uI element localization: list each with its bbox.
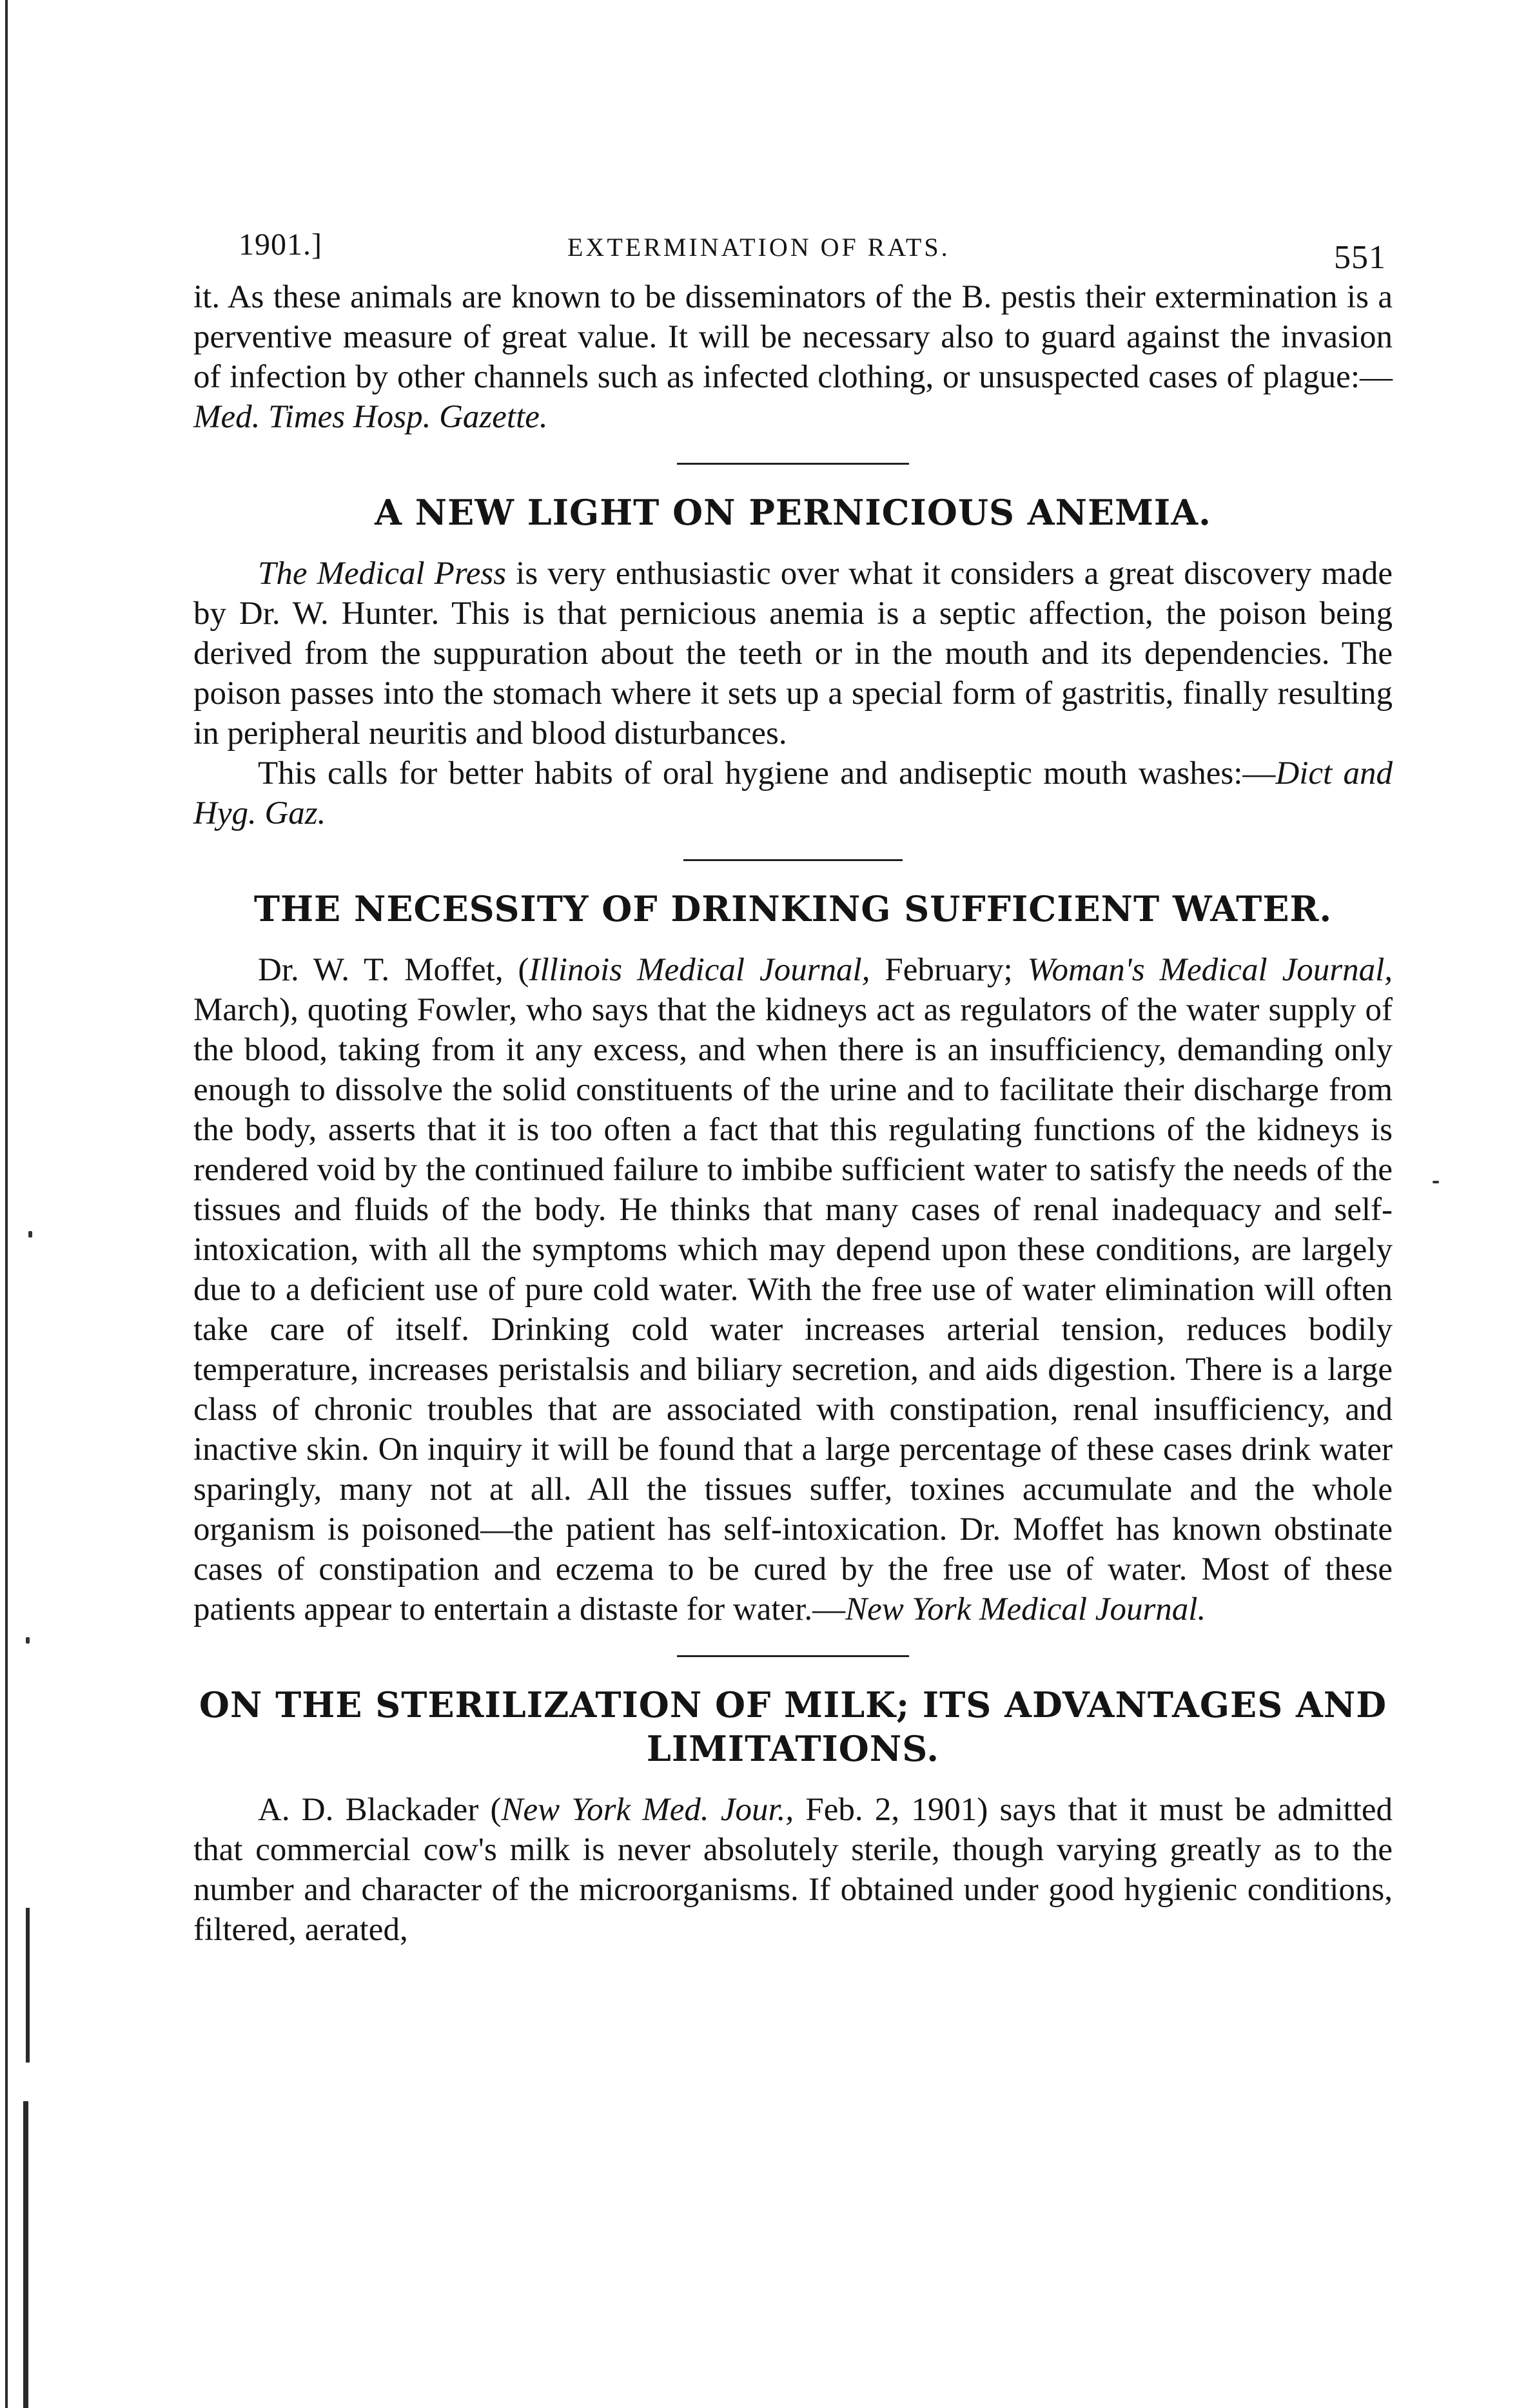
text-run: Feb. 2, 1901) says that it must be admitted that commercial cow's milk is never absolutely sterile, though varying greatly as to the number and character of the microorganisms. If obtained under good hygienic conditions, filtered, aerated, (193, 1792, 1393, 1948)
text-run: it. As these animals are known to be disseminators of the B. pestis their extermination is a perventive measure of great value. It will be necessary also to guard against the invasion of infection by other channels such as infected clothing, or unsuspected cases of plague:— (193, 279, 1393, 395)
citation: New York Med. Jour., (501, 1792, 794, 1828)
paragraph (193, 554, 1393, 753)
citation: Dict and Hyg. Gaz. (193, 755, 1393, 831)
citation: Illinois Medical Journal, (529, 952, 870, 988)
article-sterilization-milk (193, 1683, 1393, 1950)
margin-mark (26, 1637, 30, 1644)
page-edge-rule-bottom (23, 2101, 28, 2408)
paragraph (193, 753, 1393, 833)
paragraph (193, 950, 1393, 1629)
page-edge-rule-lower (26, 1908, 30, 2063)
text-run: February; (870, 952, 1028, 988)
article-heading: ON THE STERILIZATION OF MILK; ITS ADVANTAGES AND LIMITATIONS. (199, 1684, 1387, 1769)
article-heading: A NEW LIGHT ON PERNICIOUS ANEMIA. (375, 492, 1211, 533)
article-pernicious-anemia (193, 490, 1393, 833)
section-divider (677, 1655, 909, 1657)
margin-mark (1433, 1181, 1439, 1183)
margin-mark (28, 1231, 32, 1238)
citation: Med. Times Hosp. Gazette. (193, 399, 548, 435)
citation: The Medical Press (258, 556, 507, 592)
page-content (193, 219, 1393, 1950)
page-number: 551 (1334, 239, 1386, 276)
section-divider (683, 859, 903, 861)
article-heading: THE NECESSITY OF DRINKING SUFFICIENT WATER. (253, 888, 1333, 929)
running-head-title: EXTERMINATION OF RATS. (567, 233, 950, 262)
text-run: This calls for better habits of oral hygiene and andiseptic mouth washes:— (258, 755, 1276, 791)
text-run: March), quoting Fowler, who says that the kidneys act as regulators of the water supply of the blood, taking from it any excess, and when there is an insufficiency, demanding only enough to dissolve the solid constituents of the urine and to facilitate their discharge from the body, asserts that it is too often a fact that this regulating functions of the kidneys is rendered void by the continued failure to imbibe sufficient water to satisfy the needs of the tissues and fluids of the body. He thinks that many cases of renal inadequacy and self-intoxication, with all the symptoms which may depend upon these conditions, are largely due to a deficient use of pure cold water. With the free use of water elimination will often take care of itself. Drinking cold water increases arterial tension, reduces bodily temperature, increases peristalsis and biliary secretion, and aids digestion. There is a large class of chronic troubles that are associated with constipation, renal insufficiency, and inactive skin. On inquiry it will be found that a large percentage of these cases drink water sparingly, many not at all. All the tissues suffer, toxines accumulate and the whole organism is poisoned—the patient has self-intoxication. Dr. Moffet has known obstinate cases of constipation and eczema to be cured by the free use of water. Most of these patients appear to entertain a distaste for water.— (193, 992, 1393, 1627)
running-head-year: 1901.] (239, 228, 322, 262)
text-run: Dr. W. T. Moffet, ( (258, 952, 529, 988)
citation: New York Medical Journal. (845, 1591, 1206, 1627)
page-edge-rule (5, 0, 8, 2408)
paragraph (193, 277, 1393, 437)
text-run: is very enthusiastic over what it considers a great discovery made by Dr. W. Hunter. This is that pernicious anemia is a septic affection, the poison being derived from the suppuration about the teeth or in the mouth and its dependencies. The poison passes into the stomach where it sets up a special form of gastritis, finally resulting in peripheral neuritis and blood disturbances. (193, 556, 1393, 752)
article-continuation (193, 277, 1393, 437)
text-run: A. D. Blackader ( (258, 1792, 502, 1828)
running-head (193, 219, 1393, 277)
section-divider (677, 463, 909, 465)
article-drinking-water (193, 887, 1393, 1629)
citation: Woman's Medical Journal, (1027, 952, 1393, 988)
paragraph (193, 1790, 1393, 1950)
